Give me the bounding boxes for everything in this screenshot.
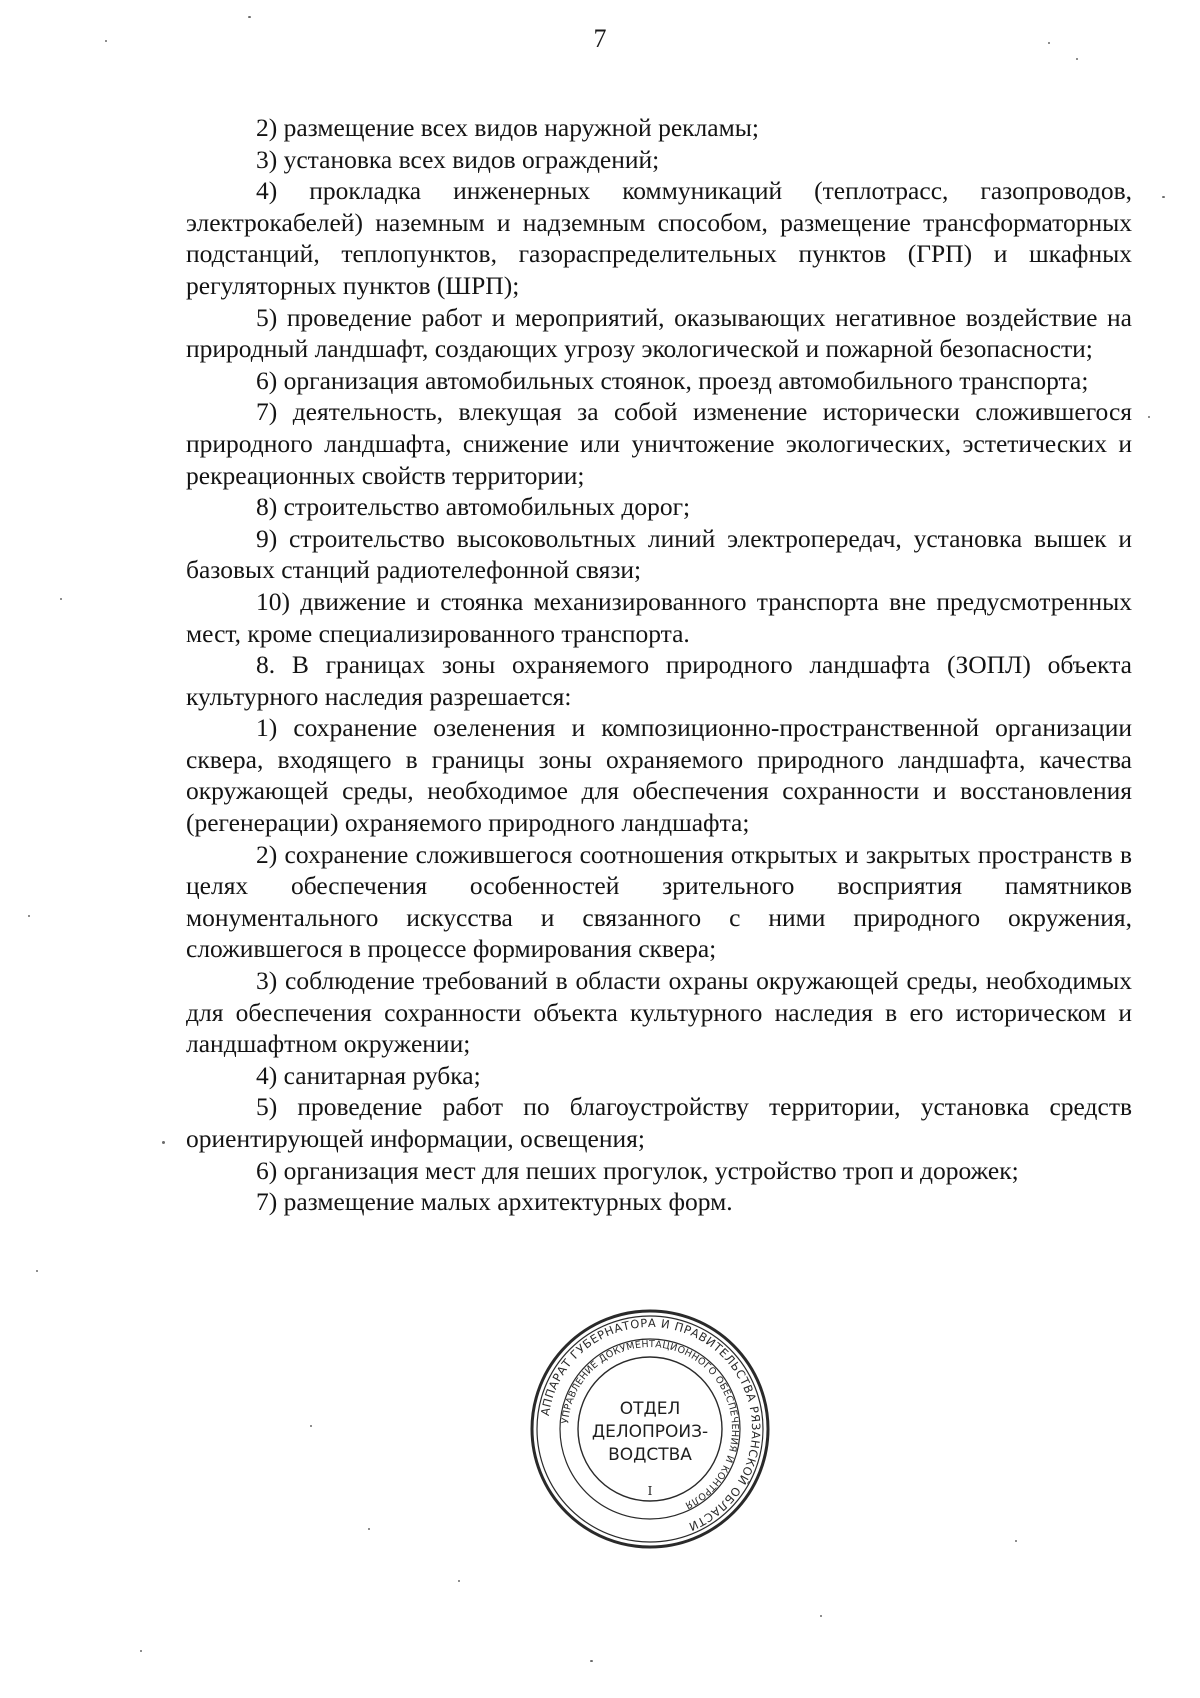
stamp-number: I	[647, 1484, 653, 1498]
scan-speck	[60, 598, 62, 600]
paragraph: 6) организация автомобильных стоянок, проезд автомобильного транспорта;	[256, 365, 1089, 395]
paragraph: 4) прокладка инженерных коммуникаций (теплотрасс, газопроводов, электрокабелей) наземным и надземным способом, размещение трансформаторных подстанций, теплопунктов, газораспределительных пунктов (ГРП) и шкафных регуляторных пунктов (ШРП);	[186, 176, 1132, 300]
paragraph: 2) сохранение сложившегося соотношения открытых и закрытых пространств в целях обеспечения особенностей зрительного восприятия памятников монументального искусства и связанного с ними природного окружения, сложившегося в процессе формирования сквера;	[186, 839, 1132, 964]
scan-speck	[28, 915, 30, 917]
paragraph: 5) проведение работ по благоустройству территории, установка средств ориентирующей информации, освещения;	[186, 1092, 1132, 1153]
page-number: 7	[593, 24, 607, 53]
office-stamp	[527, 1306, 773, 1552]
scan-speck	[140, 1650, 142, 1652]
section-paragraph: 8. В границах зоны охраняемого природного ландшафта (ЗОПЛ) объекта культурного наследия разрешается:	[186, 650, 1132, 711]
scan-speck	[458, 1580, 460, 1582]
scan-speck	[820, 1615, 822, 1617]
scan-speck	[105, 40, 107, 42]
paragraph: 6) организация мест для пеших прогулок, устройство троп и дорожек;	[256, 1155, 1019, 1185]
paragraph: 1) сохранение озеленения и композиционно-пространственной организации сквера, входящего в границы зоны охраняемого природного ландшафта, качества окружающей среды, необходимое для обеспечения сохранности и восстановления (регенерации) охраняемого природного ландшафта;	[186, 713, 1132, 838]
stamp-title-line-2: ДЕЛОПРОИЗ-	[591, 1422, 709, 1442]
paragraph: 9) строительство высоковольтных линий электропередач, установка вышек и базовых станций радиотелефонной связи;	[186, 523, 1132, 585]
document-body	[186, 112, 1132, 1218]
paragraph: 10) движение и стоянка механизированного транспорта вне предусмотренных мест, кроме специализированного транспорта.	[186, 586, 1132, 648]
paragraph: 4) санитарная рубка;	[256, 1060, 481, 1090]
scan-speck	[162, 1141, 165, 1144]
paragraph: 8) строительство автомобильных дорог;	[256, 492, 691, 522]
scan-speck	[1162, 196, 1165, 198]
scan-speck	[368, 1528, 370, 1530]
scan-speck	[1076, 58, 1078, 60]
scan-speck	[310, 1425, 312, 1427]
stamp-title-line-3: ВОДСТВА	[608, 1445, 692, 1465]
scan-speck	[1015, 1540, 1017, 1542]
stamp-seal-icon	[527, 1306, 773, 1552]
paragraph: 2) размещение всех видов наружной рекламы;	[256, 113, 759, 142]
scan-speck	[248, 16, 251, 18]
scan-speck	[36, 1270, 38, 1272]
scan-speck	[590, 1660, 593, 1662]
scan-speck	[1048, 42, 1050, 44]
paragraph: 3) установка всех видов ограждений;	[256, 144, 660, 174]
scan-speck	[1148, 416, 1150, 418]
stamp-title-line-1: ОТДЕЛ	[619, 1399, 681, 1419]
stamp-inner-text: УПРАВЛЕНИЕ ДОКУМЕНТАЦИОННОГО ОБЕСПЕЧЕНИЯ И КОНТРОЛЯ	[560, 1338, 741, 1511]
paragraph: 3) соблюдение требований в области охраны окружающей среды, необходимых для обеспечения сохранности объекта культурного наследия в его историческом и ландшафтном окружении;	[186, 966, 1132, 1059]
paragraph: 7) деятельность, влекущая за собой изменение исторически сложившегося природного ландшафта, снижение или уничтожение экологических, эстетических и рекреационных свойств территории;	[186, 397, 1132, 490]
paragraph: 7) размещение малых архитектурных форм.	[256, 1187, 733, 1217]
paragraph: 5) проведение работ и мероприятий, оказывающих негативное воздействие на природный ландшафт, создающих угрозу экологической и пожарной безопасности;	[186, 302, 1132, 364]
stamp-outer-text: АППАРАТ ГУБЕРНАТОРА И ПРАВИТЕЛЬСТВА РЯЗАНСКОЙ ОБЛАСТИ	[537, 1315, 764, 1534]
